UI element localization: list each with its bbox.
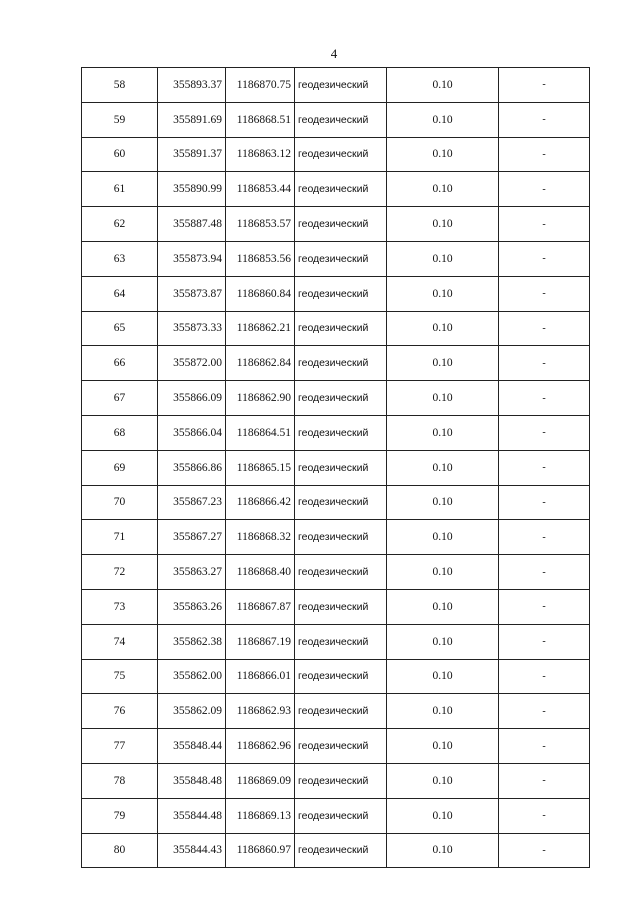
page-number: 4 — [330, 46, 338, 61]
y-coordinate-cell: 1186860.84 — [226, 276, 295, 311]
accuracy-cell: 0.10 — [387, 589, 499, 624]
accuracy-cell: 0.10 — [387, 276, 499, 311]
note-cell: - — [499, 485, 590, 520]
table-row — [82, 555, 590, 590]
table-row — [82, 68, 590, 103]
accuracy-cell: 0.10 — [387, 485, 499, 520]
table-row — [82, 833, 590, 868]
method-cell: геодезический — [295, 311, 387, 346]
note-cell: - — [499, 624, 590, 659]
note-cell: - — [499, 555, 590, 590]
note-cell: - — [499, 241, 590, 276]
note-cell: - — [499, 729, 590, 764]
accuracy-cell: 0.10 — [387, 415, 499, 450]
method-cell: геодезический — [295, 833, 387, 868]
x-coordinate-cell: 355863.27 — [158, 555, 226, 590]
accuracy-cell: 0.10 — [387, 68, 499, 103]
y-coordinate-cell: 1186863.12 — [226, 137, 295, 172]
table-row — [82, 763, 590, 798]
note-cell: - — [499, 68, 590, 103]
point-number-cell: 68 — [82, 415, 158, 450]
method-cell: геодезический — [295, 798, 387, 833]
table-row — [82, 207, 590, 242]
note-cell: - — [499, 346, 590, 381]
x-coordinate-cell: 355863.26 — [158, 589, 226, 624]
method-cell: геодезический — [295, 589, 387, 624]
point-number-cell: 80 — [82, 833, 158, 868]
note-cell: - — [499, 207, 590, 242]
accuracy-cell: 0.10 — [387, 346, 499, 381]
y-coordinate-cell: 1186868.32 — [226, 520, 295, 555]
y-coordinate-cell: 1186869.09 — [226, 763, 295, 798]
x-coordinate-cell: 355890.99 — [158, 172, 226, 207]
y-coordinate-cell: 1186868.40 — [226, 555, 295, 590]
note-cell: - — [499, 102, 590, 137]
x-coordinate-cell: 355862.38 — [158, 624, 226, 659]
y-coordinate-cell: 1186869.13 — [226, 798, 295, 833]
note-cell: - — [499, 763, 590, 798]
x-coordinate-cell: 355891.69 — [158, 102, 226, 137]
x-coordinate-cell: 355866.86 — [158, 450, 226, 485]
method-cell: геодезический — [295, 729, 387, 764]
point-number-cell: 78 — [82, 763, 158, 798]
accuracy-cell: 0.10 — [387, 381, 499, 416]
method-cell: геодезический — [295, 450, 387, 485]
method-cell: геодезический — [295, 381, 387, 416]
table-row — [82, 589, 590, 624]
point-number-cell: 66 — [82, 346, 158, 381]
note-cell: - — [499, 381, 590, 416]
note-cell: - — [499, 798, 590, 833]
point-number-cell: 62 — [82, 207, 158, 242]
point-number-cell: 61 — [82, 172, 158, 207]
method-cell: геодезический — [295, 520, 387, 555]
table-row — [82, 415, 590, 450]
x-coordinate-cell: 355862.09 — [158, 694, 226, 729]
note-cell: - — [499, 415, 590, 450]
note-cell: - — [499, 589, 590, 624]
method-cell: геодезический — [295, 624, 387, 659]
coordinates-table — [81, 67, 590, 868]
table-row — [82, 485, 590, 520]
coordinates-table-body — [82, 68, 590, 868]
x-coordinate-cell: 355873.33 — [158, 311, 226, 346]
note-cell: - — [499, 450, 590, 485]
x-coordinate-cell: 355866.04 — [158, 415, 226, 450]
x-coordinate-cell: 355867.27 — [158, 520, 226, 555]
note-cell: - — [499, 659, 590, 694]
table-row — [82, 172, 590, 207]
accuracy-cell: 0.10 — [387, 833, 499, 868]
y-coordinate-cell: 1186853.57 — [226, 207, 295, 242]
y-coordinate-cell: 1186865.15 — [226, 450, 295, 485]
y-coordinate-cell: 1186866.42 — [226, 485, 295, 520]
point-number-cell: 75 — [82, 659, 158, 694]
note-cell: - — [499, 520, 590, 555]
accuracy-cell: 0.10 — [387, 311, 499, 346]
accuracy-cell: 0.10 — [387, 798, 499, 833]
note-cell: - — [499, 137, 590, 172]
note-cell: - — [499, 311, 590, 346]
accuracy-cell: 0.10 — [387, 555, 499, 590]
x-coordinate-cell: 355862.00 — [158, 659, 226, 694]
y-coordinate-cell: 1186862.21 — [226, 311, 295, 346]
method-cell: геодезический — [295, 763, 387, 798]
accuracy-cell: 0.10 — [387, 520, 499, 555]
x-coordinate-cell: 355893.37 — [158, 68, 226, 103]
point-number-cell: 74 — [82, 624, 158, 659]
y-coordinate-cell: 1186860.97 — [226, 833, 295, 868]
point-number-cell: 71 — [82, 520, 158, 555]
point-number-cell: 58 — [82, 68, 158, 103]
method-cell: геодезический — [295, 102, 387, 137]
table-row — [82, 137, 590, 172]
x-coordinate-cell: 355848.44 — [158, 729, 226, 764]
note-cell: - — [499, 172, 590, 207]
accuracy-cell: 0.10 — [387, 172, 499, 207]
x-coordinate-cell: 355844.43 — [158, 833, 226, 868]
y-coordinate-cell: 1186866.01 — [226, 659, 295, 694]
point-number-cell: 67 — [82, 381, 158, 416]
note-cell: - — [499, 276, 590, 311]
table-row — [82, 694, 590, 729]
point-number-cell: 65 — [82, 311, 158, 346]
method-cell: геодезический — [295, 555, 387, 590]
method-cell: геодезический — [295, 485, 387, 520]
point-number-cell: 59 — [82, 102, 158, 137]
y-coordinate-cell: 1186853.56 — [226, 241, 295, 276]
x-coordinate-cell: 355887.48 — [158, 207, 226, 242]
table-row — [82, 381, 590, 416]
table-row — [82, 659, 590, 694]
x-coordinate-cell: 355872.00 — [158, 346, 226, 381]
y-coordinate-cell: 1186862.93 — [226, 694, 295, 729]
point-number-cell: 70 — [82, 485, 158, 520]
method-cell: геодезический — [295, 207, 387, 242]
x-coordinate-cell: 355873.87 — [158, 276, 226, 311]
y-coordinate-cell: 1186862.84 — [226, 346, 295, 381]
y-coordinate-cell: 1186862.96 — [226, 729, 295, 764]
method-cell: геодезический — [295, 346, 387, 381]
method-cell: геодезический — [295, 172, 387, 207]
method-cell: геодезический — [295, 415, 387, 450]
point-number-cell: 72 — [82, 555, 158, 590]
table-row — [82, 450, 590, 485]
y-coordinate-cell: 1186870.75 — [226, 68, 295, 103]
method-cell: геодезический — [295, 241, 387, 276]
accuracy-cell: 0.10 — [387, 207, 499, 242]
y-coordinate-cell: 1186862.90 — [226, 381, 295, 416]
x-coordinate-cell: 355891.37 — [158, 137, 226, 172]
y-coordinate-cell: 1186864.51 — [226, 415, 295, 450]
table-row — [82, 241, 590, 276]
x-coordinate-cell: 355848.48 — [158, 763, 226, 798]
y-coordinate-cell: 1186867.87 — [226, 589, 295, 624]
table-row — [82, 624, 590, 659]
accuracy-cell: 0.10 — [387, 137, 499, 172]
method-cell: геодезический — [295, 68, 387, 103]
point-number-cell: 76 — [82, 694, 158, 729]
point-number-cell: 77 — [82, 729, 158, 764]
accuracy-cell: 0.10 — [387, 659, 499, 694]
y-coordinate-cell: 1186867.19 — [226, 624, 295, 659]
accuracy-cell: 0.10 — [387, 729, 499, 764]
table-row — [82, 346, 590, 381]
x-coordinate-cell: 355844.48 — [158, 798, 226, 833]
note-cell: - — [499, 694, 590, 729]
table-row — [82, 520, 590, 555]
point-number-cell: 60 — [82, 137, 158, 172]
accuracy-cell: 0.10 — [387, 624, 499, 659]
point-number-cell: 69 — [82, 450, 158, 485]
accuracy-cell: 0.10 — [387, 763, 499, 798]
note-cell: - — [499, 833, 590, 868]
x-coordinate-cell: 355866.09 — [158, 381, 226, 416]
table-row — [82, 102, 590, 137]
x-coordinate-cell: 355867.23 — [158, 485, 226, 520]
x-coordinate-cell: 355873.94 — [158, 241, 226, 276]
accuracy-cell: 0.10 — [387, 102, 499, 137]
table-row — [82, 276, 590, 311]
accuracy-cell: 0.10 — [387, 241, 499, 276]
y-coordinate-cell: 1186853.44 — [226, 172, 295, 207]
point-number-cell: 79 — [82, 798, 158, 833]
point-number-cell: 63 — [82, 241, 158, 276]
accuracy-cell: 0.10 — [387, 450, 499, 485]
table-row — [82, 729, 590, 764]
table-row — [82, 311, 590, 346]
y-coordinate-cell: 1186868.51 — [226, 102, 295, 137]
method-cell: геодезический — [295, 659, 387, 694]
point-number-cell: 73 — [82, 589, 158, 624]
table-row — [82, 798, 590, 833]
point-number-cell: 64 — [82, 276, 158, 311]
method-cell: геодезический — [295, 137, 387, 172]
method-cell: геодезический — [295, 694, 387, 729]
method-cell: геодезический — [295, 276, 387, 311]
accuracy-cell: 0.10 — [387, 694, 499, 729]
